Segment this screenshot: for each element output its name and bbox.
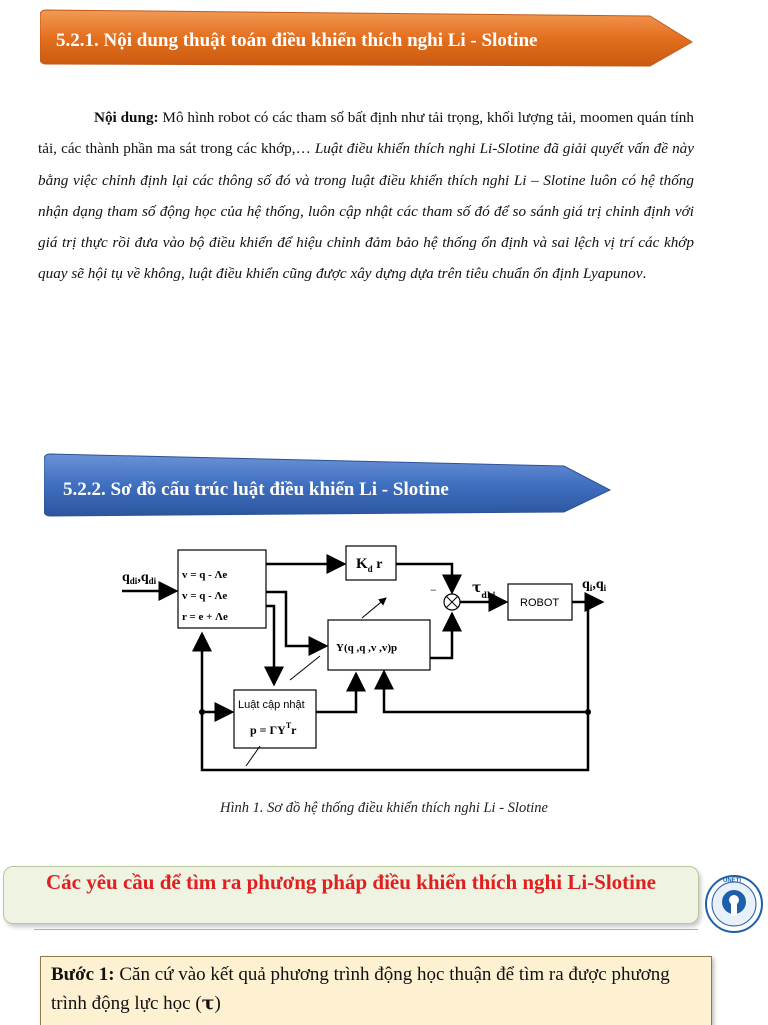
update-law-eq: $p = \Gamma Y^Tr$ (250, 721, 297, 737)
reference-eq-2: v = q - Λe (182, 590, 228, 602)
robot-label: ROBOT (520, 597, 560, 609)
output-q-label: $q_i,q_i$ (582, 577, 607, 593)
paragraph-normal-text: Mô hình robot có các tham số bất định như tải trọng, khối lượng tải, moomen quán tính tải, các thành phần ma sát trong các khớp,… (38, 109, 694, 158)
step-1-box (40, 956, 712, 1025)
section-heading-banner-2 (44, 452, 612, 518)
junction-dot (199, 709, 205, 715)
requirements-box (3, 866, 699, 924)
junction-dot (585, 709, 591, 715)
block-diagram (110, 534, 610, 784)
content-paragraph (38, 102, 694, 290)
tau-label: $\tau_{dki}$ (472, 580, 496, 600)
step-1-text (51, 961, 701, 1018)
paragraph-end: . (642, 265, 647, 283)
junction-dot (585, 599, 591, 605)
step-1-body: Căn cứ vào kết quả phương trình động học thuận để tìm ra được phương trình động lực học ( (51, 964, 670, 1014)
paragraph-italic-text: Luật điều khiển thích nghi Li-Slotine đã giải quyết vấn đề này bằng việc chỉnh định lại các thông số đó và trong luật điều khiển thích nghi Li – Slotine luôn có hệ thống nhận dạng tham số động học của hệ thống, luôn cập nhật các tham số đó để so sánh giá trị chỉnh định với giá trị thực rồi đưa vào bộ điều khiển để hiệu chỉnh đảm bảo hệ thống ổn định và sai lệch vị trí các khớp quay sẽ hội tụ về không, luật điều khiển cũng được xây dựng dựa trên tiêu chuẩn ổn định Lyapunov (38, 140, 695, 283)
section-heading-2: 5.2.2. Sơ đồ cấu trúc luật điều khiển Li - Slotine (63, 479, 449, 500)
step-1-close: ) (214, 993, 221, 1014)
input-q-label: $q_{di},q_{di}$ (122, 570, 157, 586)
kd-gain-label: $K_d$ r (356, 556, 383, 574)
regressor-label: Y(q ,q ,v ,v)p (336, 642, 398, 654)
update-law-title: Luật cập nhật (238, 699, 305, 711)
divider-line (34, 929, 698, 930)
paragraph-label: Nội dung: (94, 109, 159, 126)
section-heading-banner-1 (40, 8, 695, 70)
section-heading-1: 5.2.1. Nội dung thuật toán điều khiển thích nghi Li - Slotine (56, 30, 538, 51)
reference-eq-3: r = e + Λe (182, 611, 228, 623)
uneti-logo (704, 866, 764, 940)
step-1-symbol: τ (201, 992, 215, 1014)
requirements-title: Các yêu cầu để tìm ra phương pháp điều khiển thích nghi Li-Slotine (45, 870, 656, 894)
kd-gain-block (346, 546, 396, 580)
minus-sign: − (430, 583, 437, 597)
reference-eq-1: v = q - Λe (182, 569, 228, 581)
svg-text:UNETI: UNETI (723, 878, 741, 884)
figure-caption: Hình 1. Sơ đồ hệ thống điều khiển thích nghi Li - Slotine (220, 800, 548, 816)
step-1-label: Bước 1: (51, 964, 115, 985)
